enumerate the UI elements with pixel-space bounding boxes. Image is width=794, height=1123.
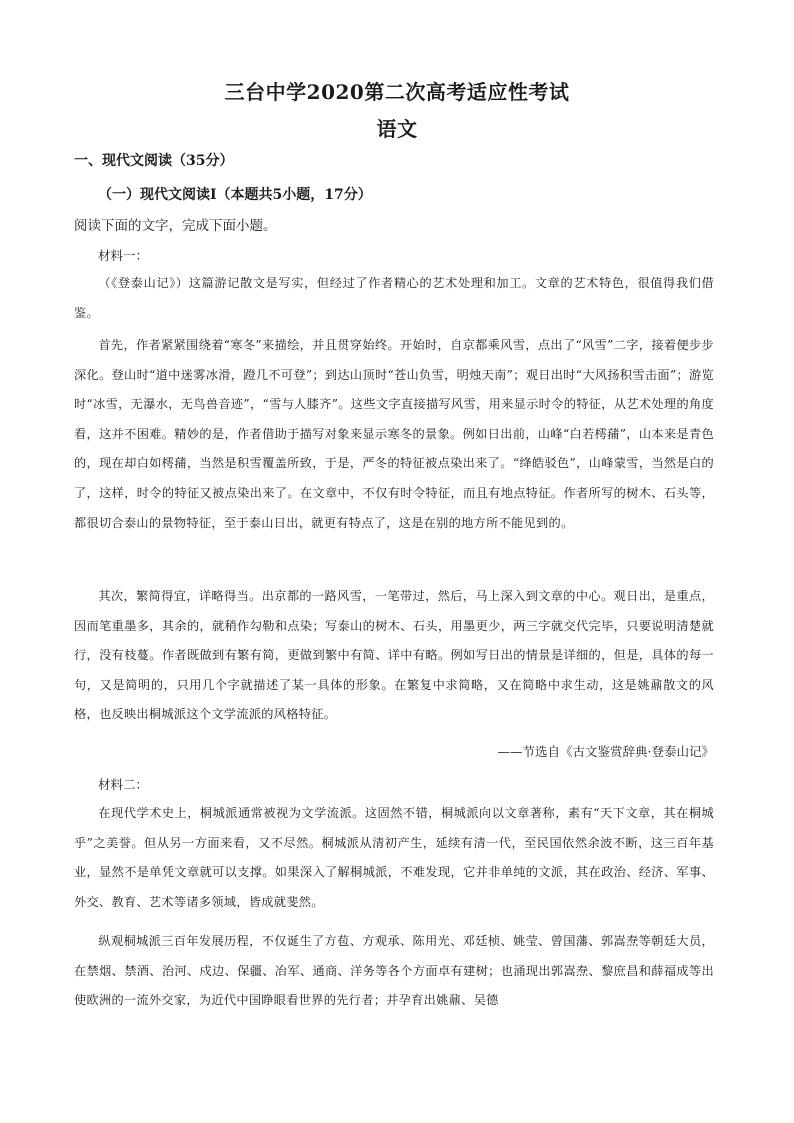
- section-heading: 一、现代文阅读（35分）: [74, 153, 234, 169]
- subsection-heading: （一）现代文阅读Ⅰ（本题共5小题，17分）: [98, 187, 372, 203]
- exam-title: 三台中学2020第二次高考适应性考试: [224, 80, 570, 104]
- subject-title: 语文: [376, 117, 418, 141]
- material2-paragraph-2: 纵观桐城派三百年发展历程，不仅诞生了方苞、方观承、陈用光、邓廷桢、姚莹、曾国藩、郭嵩焘等朝廷大员，在禁烟、禁酒、治河、戍边、保疆、冶军、通商、洋务等各个方面卓有建树；也涌现出郭嵩焘、黎庶昌和薛福成等出使欧洲的一流外交家，为近代中国睁眼看世界的先行者；并孕育出姚鼐、吴德: [74, 934, 714, 1008]
- material2-label: 材料二：: [98, 777, 149, 792]
- material1-paragraph-3: 其次，繁简得宜，详略得当。出京都的一路风雪，一笔带过，然后，马上深入到文章的中心。观日出，是重点，因而笔重墨多，其余的，就稍作勾勒和点染；写泰山的树木、石头，用墨更少，两三字就交代完毕，只要说明清楚就行，没有枝蔓。作者既做到有繁有简，更做到繁中有简、详中有略。例如写日出的情景是详细的，但是，具体的每一句，又是简明的，只用几个字就描述了某一具体的形象。在繁复中求简略，又在简略中求生动，这是姚鼐散文的风格，也反映出桐城派这个文学流派的风格特征。: [74, 589, 714, 722]
- material1-label: 材料一：: [98, 248, 149, 263]
- material2-paragraph-1: 在现代学术史上，桐城派通常被视为文学流派。这固然不错，桐城派向以文章著称，素有“天下文章，其在桐城乎”之美誉。但从另一方面来看，又不尽然。桐城派从清初产生，延续有清一代，至民国依然余波不断，这三百年基业，显然不是单凭文章就可以支撑。如果深入了解桐城派，不难发现，它并非单纯的文派，其在政治、经济、军事、外交、教育、艺术等诸多领域，皆成就斐然。: [74, 806, 714, 909]
- reading-instruction: 阅读下面的文字，完成下面小题。: [74, 218, 277, 234]
- material1-paragraph-2: 首先，作者紧紧围绕着“寒冬”来描绘，并且贯穿始终。开始时，自京都乘风雪，点出了“风雪”二字，接着便步步深化。登山时“道中迷雾冰滑，蹬几不可登”；到达山顶时“苍山负雪，明烛天南”；观日出时“大风扬积雪击面”；游览时“冰雪，无瀑水，无鸟兽音迹”，“雪与人膝齐”。这些文字直接描写风雪，用来显示时令的特征，从艺术处理的角度看，这并不困难。精妙的是，作者借助于描写对象来显示寒冬的景象。例如日出前，山峰“白若樗蒱”，山本来是青色的，现在却白如樗蒱，当然是积雪覆盖所致，于是，严冬的特征被点染出来了。“绛皓驳色”，山峰蒙雪，当然是白的了，这样，时令的特征又被点染出来了。在文章中，不仅有时令特征，而且有地点特征。作者所写的树木、石头等，都很切合泰山的景物特征，至于泰山日出，就更有特点了，这是在别的地方所不能见到的。: [74, 338, 714, 530]
- material1-paragraph-1: （《登泰山记》）这篇游记散文是写实，但经过了作者精心的艺术处理和加工。文章的艺术特色，很值得我们借鉴。: [74, 276, 714, 320]
- material1-source: ——节选自《古文鉴赏辞典·登泰山记》: [497, 744, 714, 759]
